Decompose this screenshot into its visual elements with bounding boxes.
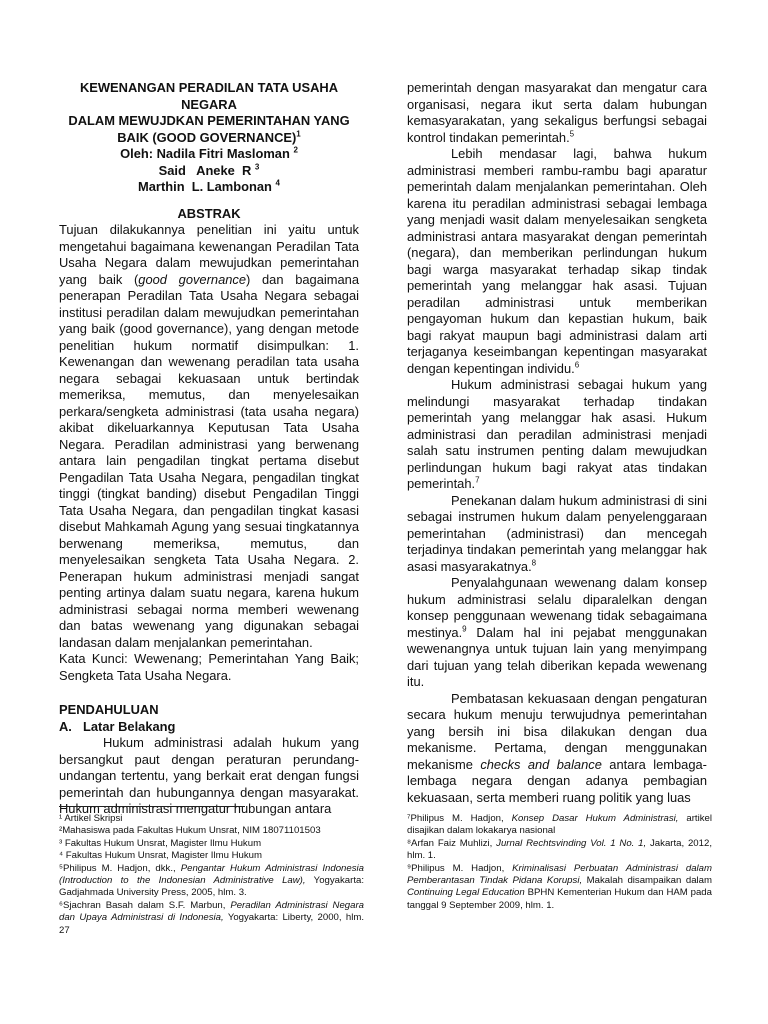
- intro-paragraph-2: Lebih mendasar lagi, bahwa hukum administrasi memberi rambu-rambu bagi aparatur pemerintah dalam menjalankan pemerintahan. Oleh karena itu peradilan administrasi sebagai lembaga yang menjadi wasit dalam menyelesaikan sengketa administrasi antara masyarakat dengan pemerintah (negara), dan memberikan perlindungan hukum bagi warga masyarakat terhadap sikap tindak pemerintah yang melanggar hak asasi. Tujuan peradilan administrasi untuk memberikan pengayoman hukum dan kepastian hukum, baik bagi rakyat maupun bagi administrasi dalam arti terjaganya keseimbangan kepentingan masyarakat dengan kepentingan individu.$^6$: [407, 146, 707, 376]
- title-line-1: KEWENANGAN PERADILAN TATA USAHA NEGARA: [79, 80, 339, 112]
- footnote-ref-5[interactable]: 5: [569, 129, 575, 139]
- author-2: Said Aneke R $^3$: [158, 162, 260, 178]
- footnote-3: ³ Fakultas Hukum Unsrat, Magister Ilmu Hukum: [59, 837, 262, 849]
- intro-paragraph-3: Hukum administrasi sebagai hukum yang melindungi masyarakat terhadap tindakan pemerintah yang melanggar hak asasi. Hukum administrasi dan peradilan administrasi menjadi salah satu instrumen penting dalam mewujudkan perlindungan hukum bagi rakyat atas tindakan pemerintah.$^7$: [407, 377, 707, 491]
- footnote-7: ⁷Philipus M. Hadjon, Konsep Dasar Hukum Administrasi, artikel disajikan dalam lokakarya nasional: [407, 813, 712, 837]
- author-1: Oleh: Nadila Fitri Masloman $^2$: [120, 145, 298, 161]
- footnote-ref-4[interactable]: 4: [275, 178, 280, 188]
- footnote-ref-2[interactable]: 2: [293, 145, 298, 155]
- title-line-3: BAIK (GOOD GOVERNANCE)$^1$: [117, 129, 301, 145]
- footnote-1: ¹ Artikel Skripsi: [59, 813, 123, 824]
- intro-paragraph-6: Pembatasan kekuasaan dengan pengaturan secara hukum menuju terwujudnya pemerintahan yang bersih ini bisa dilakukan dengan dua mekanisme. Pertama, dengan menggunakan mekanisme checks and balance antara lembaga-lembaga negara dengan adanya pembagian kekuasaan, serta memberi ruang politik yang luas: [407, 690, 707, 805]
- intro-paragraph-5: Penyalahgunaan wewenang dalam konsep hukum administrasi selalu diparalelkan dengan konsep penggunaan wewenang tidak sebagaimana mestinya.$^9$ Dalam hal ini pejabat menggunakan wewenangnya untuk tujuan lain yang menyimpang dari tujuan yang telah diberikan kepada wewenang itu.: [407, 575, 707, 689]
- footnote-8: ⁸Arfan Faiz Muhlizi, Jurnal Rechtsvinding Vol. 1 No. 1, Jakarta, 2012, hlm. 1.: [407, 837, 712, 862]
- left-column: [59, 80, 359, 818]
- footnotes-right: [407, 813, 712, 912]
- footnote-ref-6[interactable]: 6: [574, 360, 580, 370]
- footnotes-left: [59, 813, 364, 937]
- right-column: [407, 80, 707, 806]
- abstract-keywords: Kata Kunci: Wewenang; Pemerintahan Yang Baik; Sengketa Tata Usaha Negara.: [59, 651, 359, 683]
- intro-paragraph-1: Hukum administrasi adalah hukum yang bersangkut paut dengan peraturan perundang-undangan tertentu, yang berkait erat dengan fungsi pemerintah dan hubungannya dengan masyarakat. Hukum administrasi mengatur hubungan antara: [59, 735, 359, 816]
- section-heading-pendahuluan: PENDAHULUAN: [59, 702, 159, 717]
- footnote-2: ²Mahasiswa pada Fakultas Hukum Unsrat, NIM 18071101503: [59, 825, 321, 837]
- footnote-4: ⁴ Fakultas Hukum Unsrat, Magister Ilmu Hukum: [59, 850, 262, 862]
- footnote-ref-8[interactable]: 8: [531, 558, 537, 568]
- footnote-divider: [59, 806, 245, 807]
- footnote-9: ⁹Philipus M. Hadjon, Kriminalisasi Perbuatan Administrasi dalam Pemberantasan Tindak Pidana Korupsi, Makalah disampaikan dalam Continuing Legal Education BPHN Kementerian Hukum dan HAM pada tanggal 9 September 2009, hlm. 1.: [407, 862, 712, 911]
- intro-paragraph-1-continued: pemerintah dengan masyarakat dan mengatur cara organisasi, negara ikut serta dalam hubungan kemasyarakatan, yang sekaligus berfungsi sebagai kontrol tindakan pemerintah.$^5$: [407, 80, 707, 145]
- footnote-5: ⁵Philipus M. Hadjon, dkk., Pengantar Hukum Administrasi Indonesia (Introduction to the Indonesian Administrative Law), Yogyakarta: Gadjahmada University Press, 2005, hlm. 3.: [59, 862, 364, 899]
- intro-paragraph-4: Penekanan dalam hukum administrasi di sini sebagai instrumen hukum dalam penyelenggaraan pemerintahan (administrasi) dan mencegah terjadinya tindakan pemerintah yang melanggar hak asasi masyarakatnya.$^8$: [407, 492, 707, 574]
- abstract-heading: ABSTRAK: [177, 205, 241, 221]
- footnote-ref-1[interactable]: 1: [296, 129, 301, 139]
- subsection-heading: A. Latar Belakang: [59, 718, 176, 734]
- title-line-2: DALAM MEWUJDKAN PEMERINTAHAN YANG: [68, 113, 350, 128]
- abstract-text: Tujuan dilakukannya penelitian ini yaitu untuk mengetahui bagaimana kewenangan Peradilan Tata Usaha Negara dalam mewujudkan pemerintahan yang baik (good governance) dan bagaimana penerapan Peradilan Tata Usaha Negara sebagai institusi peradilan dalam mewujudkan pemerintahan yang baik (good governance), yang dengan metode penelitian hukum normatif disimpulkan: 1. Kewenangan dan wewenang peradilan tata usaha negara sebagai kekuasaan untuk bertindak memeriksa, memutus, dan menyelesaikan perkara/sengketa administrasi (tata usaha negara) akibat dikeluarkannya Keputusan Tata Usaha Negara. Peradilan administrasi yang berwenang antara lain pengadilan tingkat pertama disebut Pengadilan Tata Usaha Negara, pengadilan tingkat tinggi (tingkat banding) disebut Pengadilan Tinggi Tata Usaha Negara, dan pengadilan tingkat kasasi disebut Mahkamah Agung yang sesuai tingkatannya berwenang memeriksa, memutus, dan menyelesaikan sengketa Tata Usaha Negara. 2. Penerapan hukum administrasi menjadi sangat penting artinya dalam suatu negara, karena hukum administrasi sebagai norma memberi wewenang dan batas wewenang yang digunakan sebagai landasan dalam menjalankan pemerintahan.: [59, 222, 359, 650]
- footnote-ref-7[interactable]: 7: [475, 475, 480, 485]
- footnote-ref-9[interactable]: 9: [462, 624, 467, 634]
- article-title: [59, 80, 359, 196]
- footnote-ref-3[interactable]: 3: [254, 162, 260, 172]
- author-3: Marthin L. Lambonan $^4$: [138, 178, 280, 194]
- footnote-6: ⁶Sjachran Basah dalam S.F. Marbun, Peradilan Administrasi Negara dan Upaya Administrasi di Indonesia, Yogyakarta: Liberty, 2000, hlm. 27: [59, 899, 364, 936]
